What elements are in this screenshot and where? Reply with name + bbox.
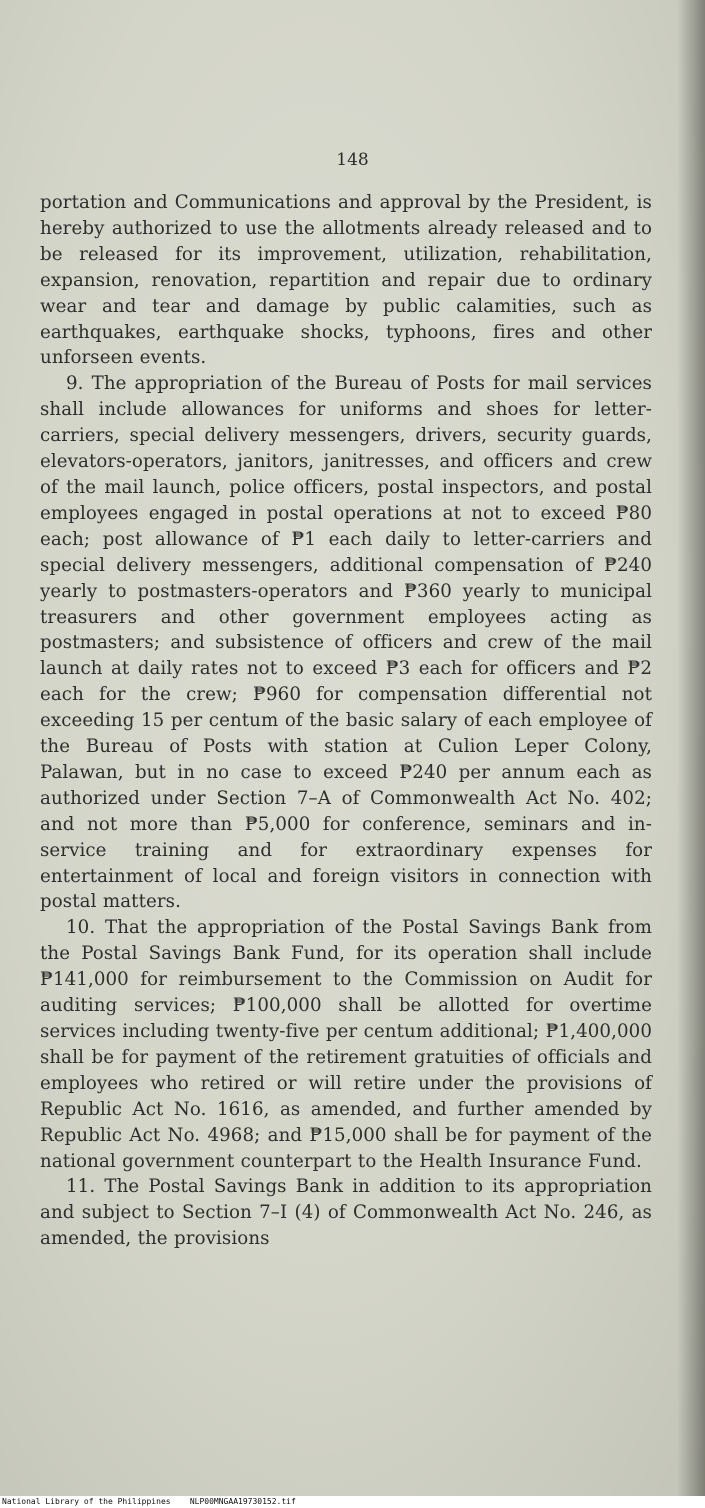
footer-library: National Library of the Philippines	[2, 1497, 171, 1506]
paragraph-continuation: portation and Communications and approval by the President, is hereby authorized to use the allotments already released and to be released for its improvement, utilization, rehabilitation, expansion, renovation, repartition and repair due to ordinary wear and tear and damage by public calamities, such as earthquakes, earthquake shocks, typhoons, fires and other unforseen events.	[40, 192, 652, 369]
scan-footer	[0, 1496, 705, 1508]
page-edge-shadow	[677, 0, 705, 1496]
paragraph-item-10: 10. That the appropriation of the Postal Savings Bank from the Postal Savings Bank Fund, for its operation shall include ₱141,000 for reimbursement to the Commission on Audit for auditing services; ₱100,000 shall be allotted for overtime services including twenty-five per centum additional; ₱1,400,000 shall be for payment of the retirement gratuities of officials and employees who retired or will retire under the provisions of Republic Act No. 1616, as amended, and further amended by Republic Act No. 4968; and ₱15,000 shall be for payment of the national government counterpart to the Health Insurance Fund.	[40, 917, 652, 1172]
paragraph-item-11: 11. The Postal Savings Bank in addition to its appropriation and subject to Section 7–I (4) of Commonwealth Act No. 246, as amended, the provisions	[40, 1176, 652, 1250]
footer-library-label	[2, 1497, 296, 1507]
body-text	[40, 190, 652, 1252]
page-number: 148	[336, 150, 369, 170]
footer-file-id: NLP00MNGAA19730152.tif	[189, 1497, 296, 1506]
paragraph-item-9: 9. The appropriation of the Bureau of Posts for mail services shall include allowances for uniforms and shoes for letter-carriers, special delivery messengers, drivers, security guards, elevators-operators, janitors, janitresses, and officers and crew of the mail launch, police officers, postal inspectors, and postal employees engaged in postal operations at not to exceed ₱80 each; post allowance of ₱1 each daily to letter-carriers and special delivery messengers, additional compensation of ₱240 yearly to postmasters-operators and ₱360 yearly to municipal treasurers and other government employees acting as postmasters; and subsistence of officers and crew of the mail launch at daily rates not to exceed ₱3 each for officers and ₱2 each for the crew; ₱960 for compensation differential not exceeding 15 per centum of the basic salary of each employee of the Bureau of Posts with station at Culion Leper Colony, Palawan, but in no case to exceed ₱240 per annum each as authorized under Section 7–A of Commonwealth Act No. 402; and not more than ₱5,000 for conference, seminars and in-service training and for extraordinary expenses for entertainment of local and foreign visitors in connection with postal matters.	[40, 373, 652, 913]
